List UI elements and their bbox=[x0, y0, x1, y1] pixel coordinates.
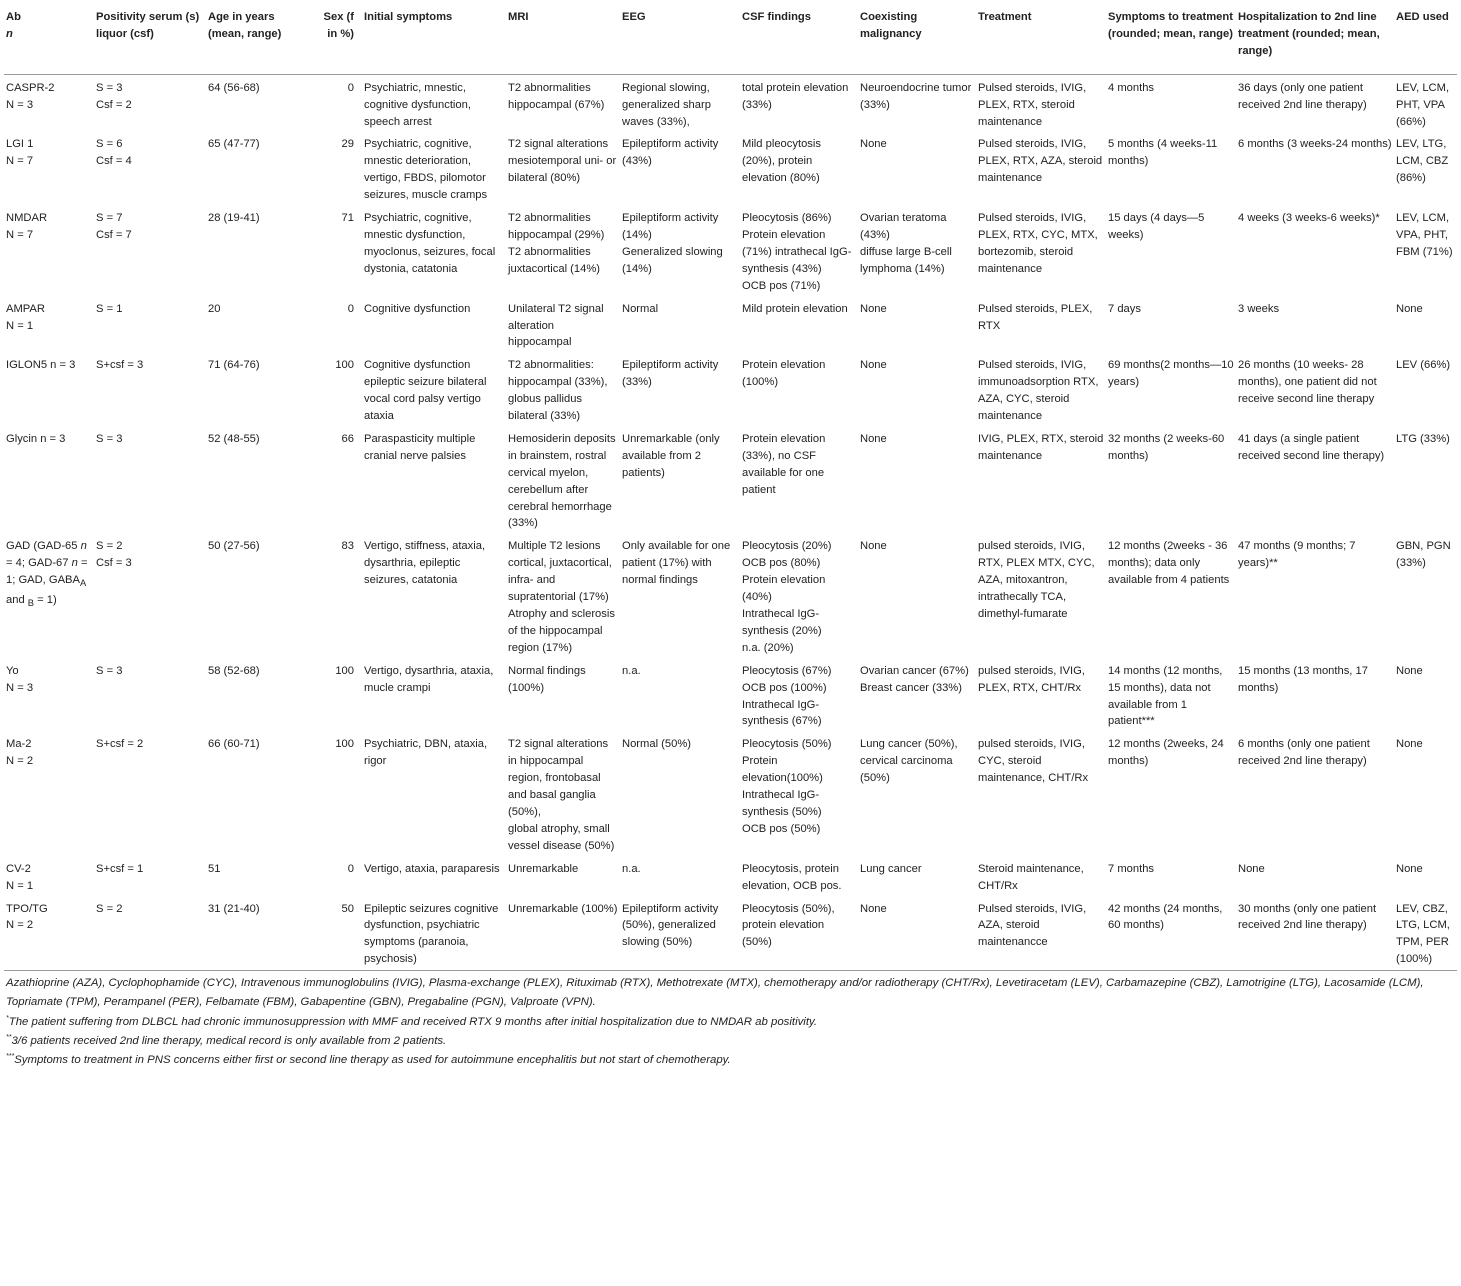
cell-aed: GBN, PGN (33%) bbox=[1396, 540, 1451, 570]
cell-eeg: Normal bbox=[622, 302, 659, 315]
cell-mri: Unilateral T2 signal alteration hippocampal bbox=[508, 302, 604, 349]
cell-positivity: S = 7 Csf = 7 bbox=[96, 212, 132, 241]
cell-age: 64 (56-68) bbox=[208, 81, 260, 94]
cell-treatment: pulsed steroids, IVIG, RTX, PLEX MTX, CYC, AZA, mitoxantron, intrathecally TCA, dimethyl-fumarate bbox=[978, 540, 1095, 620]
cell-malignancy: Neuroendocrine tumor (33%) bbox=[860, 81, 972, 111]
cell-sex: 66 bbox=[341, 432, 354, 445]
cell-ab: LGI 1 N = 7 bbox=[6, 138, 34, 168]
cell-age: 50 (27-56) bbox=[208, 540, 260, 553]
table-row bbox=[4, 205, 1457, 296]
cell-csf: Pleocytosis (67%) OCB pos (100%) Intrathecal IgG-synthesis (67%) bbox=[742, 664, 832, 728]
cell-hosp-to-2nd: 6 months (only one patient received 2nd line therapy) bbox=[1238, 738, 1370, 768]
cell-csf: Pleocytosis (50%), protein elevation (50%) bbox=[740, 896, 858, 971]
header-mri: MRI bbox=[506, 6, 620, 74]
cell-sym-to-tx: 15 days (4 days—5 weeks) bbox=[1108, 212, 1205, 241]
cell-malignancy: Lung cancer (50%), cervical carcinoma (50%) bbox=[860, 738, 958, 785]
data-table bbox=[4, 6, 1457, 971]
header-hosp-to-2nd: Hospitalization to 2nd line treatment (rounded; mean, range) bbox=[1236, 6, 1394, 74]
cell-positivity: S = 3 Csf = 2 bbox=[96, 81, 132, 111]
footnote-2-text: 3/6 patients received 2nd line therapy, medical record is only available from 2 patients. bbox=[11, 1035, 447, 1048]
cell-mri: Unremarkable bbox=[508, 862, 579, 875]
cell-hosp-to-2nd: 41 days (a single patient received second line therapy) bbox=[1238, 432, 1385, 462]
header-ab bbox=[4, 6, 94, 74]
cell-symptoms: Cognitive dysfunction bbox=[364, 302, 471, 315]
cell-csf: Pleocytosis (20%) OCB pos (80%) Protein elevation (40%) Intrathecal IgG-synthesis (20%) n.a. (20%) bbox=[742, 540, 832, 654]
cell-hosp-to-2nd: 36 days (only one patient received 2nd line therapy) bbox=[1238, 81, 1367, 111]
table-body bbox=[4, 74, 1457, 970]
cell-aed: LTG (33%) bbox=[1396, 432, 1450, 445]
cell-treatment: pulsed steroids, IVIG, PLEX, RTX, CHT/Rx bbox=[978, 664, 1085, 694]
cell-sym-to-tx: 12 months (2weeks - 36 months); data only available from 4 patients bbox=[1108, 540, 1230, 587]
cell-positivity: S = 2 bbox=[94, 896, 206, 971]
cell-sym-to-tx: 32 months (2 weeks-60 months) bbox=[1108, 432, 1225, 462]
header-csf: CSF findings bbox=[740, 6, 858, 74]
cell-sym-to-tx: 69 months(2 months—10 years) bbox=[1108, 359, 1234, 389]
cell-eeg: n.a. bbox=[622, 862, 641, 875]
cell-positivity: S+csf = 1 bbox=[96, 862, 144, 875]
footnote-3-text: Symptoms to treatment in PNS concerns either first or second line therapy as used for autoimmune encephalitis but not start of chemotherapy. bbox=[14, 1054, 731, 1067]
footnote-2 bbox=[6, 1032, 1456, 1051]
cell-symptoms: Vertigo, stiffness, ataxia, dysarthria, epileptic seizures, catatonia bbox=[364, 540, 486, 587]
cell-eeg: Epileptiform activity (33%) bbox=[622, 359, 719, 389]
cell-ab: Glycin n = 3 bbox=[6, 432, 66, 445]
cell-aed: None bbox=[1396, 664, 1423, 677]
cell-treatment: Pulsed steroids, IVIG, PLEX, RTX, AZA, steroid maintenance bbox=[978, 138, 1103, 185]
cell-hosp-to-2nd: None bbox=[1238, 862, 1265, 875]
cell-sex: 100 bbox=[335, 738, 354, 751]
header-positivity: Positivity serum (s) liquor (csf) bbox=[94, 6, 206, 74]
cell-positivity: S = 1 bbox=[96, 302, 123, 315]
cell-ab: Yo N = 3 bbox=[6, 664, 34, 694]
header-age: Age in years (mean, range) bbox=[206, 6, 310, 74]
cell-ab: GAD (GAD-65 n = 4; GAD-67 n = 1; GAD, $GABA_A$ and $_B$ = 1) bbox=[6, 540, 88, 609]
cell-treatment: Pulsed steroids, PLEX, RTX bbox=[978, 302, 1093, 332]
cell-eeg: Epileptiform activity (50%), generalized slowing (50%) bbox=[620, 896, 740, 971]
cell-mri: T2 abnormalities hippocampal (67%) bbox=[508, 81, 605, 111]
cell-aed: None bbox=[1396, 302, 1423, 315]
cell-symptoms: Psychiatric, DBN, ataxia, rigor bbox=[364, 738, 488, 768]
header-ab-n: n bbox=[6, 27, 13, 40]
cell-eeg: Epileptiform activity (14%) Generalized slowing (14%) bbox=[622, 212, 723, 275]
table-row bbox=[4, 896, 1457, 971]
cell-aed: LEV, LTG, LCM, CBZ (86%) bbox=[1396, 138, 1449, 185]
cell-sex: 29 bbox=[341, 138, 354, 151]
cell-age: 65 (47-77) bbox=[208, 138, 260, 151]
cell-treatment: Pulsed steroids, IVIG, immunoadsorption RTX, AZA, CYC, steroid maintenance bbox=[978, 359, 1099, 423]
cell-age: 66 (60-71) bbox=[208, 738, 260, 751]
cell-csf: Pleocytosis, protein elevation, OCB pos. bbox=[742, 862, 842, 892]
cell-sym-to-tx: 5 months (4 weeks-11 months) bbox=[1108, 138, 1218, 168]
cell-treatment: pulsed steroids, IVIG, CYC, steroid maintenance, CHT/Rx bbox=[978, 738, 1089, 785]
cell-aed: None bbox=[1396, 862, 1423, 875]
cell-aed: LEV (66%) bbox=[1396, 359, 1451, 372]
cell-hosp-to-2nd: 4 weeks (3 weeks-6 weeks)* bbox=[1238, 212, 1380, 225]
cell-mri: Unremarkable (100%) bbox=[506, 896, 620, 971]
cell-treatment: Pulsed steroids, IVIG, PLEX, RTX, CYC, MTX, bortezomib, steroid maintenance bbox=[978, 212, 1098, 275]
header-sym-to-tx: Symptoms to treatment (rounded; mean, range) bbox=[1106, 6, 1236, 74]
footnote-abbreviations: Azathioprine (AZA), Cyclophophamide (CYC), Intravenous immunoglobulins (IVIG), Plasma-exchange (PLEX), Rituximab (RTX), Methotrexate (MTX), chemotherapy and/or radiotherapy (CHT/Rx), Levetiracetam (LEV), Carbamazepine (CBZ), Lamotrigine (LTG), Lacosamide (LCM), Topriamate (TPM), Perampanel (PER), Felbamate (FBM), Gabapentine (GBN), Pregabaline (PGN), Valproate (VPN). bbox=[6, 977, 1424, 1009]
cell-symptoms: Psychiatric, cognitive, mnestic deterioration, vertigo, FBDS, pilomotor seizures, muscle cramps bbox=[364, 138, 488, 202]
cell-ab: CV-2 N = 1 bbox=[6, 862, 34, 892]
cell-positivity: S = 3 bbox=[96, 664, 123, 677]
footnote-2-mark: ** bbox=[6, 1034, 12, 1042]
cell-sym-to-tx: 42 months (24 months, 60 months) bbox=[1106, 896, 1236, 971]
cell-symptoms: Psychiatric, mnestic, cognitive dysfunction, speech arrest bbox=[364, 81, 471, 128]
cell-sex: 100 bbox=[335, 359, 354, 372]
cell-hosp-to-2nd: 30 months (only one patient received 2nd line therapy) bbox=[1236, 896, 1394, 971]
cell-ab: AMPAR N = 1 bbox=[6, 302, 45, 332]
cell-symptoms: Paraspasticity multiple cranial nerve palsies bbox=[364, 432, 476, 462]
cell-malignancy: Ovarian cancer (67%) Breast cancer (33%) bbox=[860, 664, 969, 694]
cell-malignancy: Lung cancer bbox=[860, 862, 922, 875]
cell-csf: Mild protein elevation bbox=[742, 302, 848, 315]
cell-eeg: n.a. bbox=[622, 664, 641, 677]
cell-symptoms: Epileptic seizures cognitive dysfunction, psychiatric symptoms (paranoia, psychosis) bbox=[362, 896, 506, 971]
table-row bbox=[4, 658, 1457, 732]
cell-sex: 0 bbox=[347, 81, 354, 94]
table-row bbox=[4, 131, 1457, 205]
cell-csf: Pleocytosis (86%) Protein elevation (71%) intrathecal IgG-synthesis (43%) OCB pos (71%) bbox=[742, 212, 852, 292]
cell-symptoms: Cognitive dysfunction epileptic seizure bilateral vocal cord palsy vertigo ataxia bbox=[364, 359, 487, 423]
header-symptoms: Initial symptoms bbox=[362, 6, 506, 74]
cell-sex: 71 bbox=[341, 212, 354, 225]
cell-age: 58 (52-68) bbox=[208, 664, 260, 677]
table-row bbox=[4, 74, 1457, 131]
cell-ab: Ma-2 N = 2 bbox=[6, 738, 34, 768]
cell-hosp-to-2nd: 26 months (10 weeks- 28 months), one patient did not receive second line therapy bbox=[1238, 359, 1377, 406]
cell-age: 71 (64-76) bbox=[208, 359, 260, 372]
cell-aed: LEV, CBZ, LTG, LCM, TPM, PER (100%) bbox=[1394, 896, 1457, 971]
cell-csf: Protein elevation (100%) bbox=[742, 359, 826, 389]
footnote-3-mark: *** bbox=[6, 1053, 15, 1061]
cell-eeg: Unremarkable (only available from 2 patients) bbox=[622, 432, 720, 479]
cell-mri: T2 abnormalities hippocampal (29%) T2 abnormalities juxtacortical (14%) bbox=[508, 212, 605, 275]
cell-eeg: Epileptiform activity (43%) bbox=[622, 138, 719, 168]
cell-sex: 0 bbox=[347, 862, 354, 875]
cell-positivity: S+csf = 2 bbox=[96, 738, 144, 751]
cell-mri: T2 signal alterations mesiotemporal uni- or bilateral (80%) bbox=[508, 138, 617, 185]
cell-ab: CASPR-2 N = 3 bbox=[6, 81, 55, 111]
table-row bbox=[4, 426, 1457, 533]
table-row bbox=[4, 352, 1457, 426]
cell-malignancy: None bbox=[860, 540, 887, 553]
header-ab-label: Ab bbox=[6, 11, 21, 23]
cell-malignancy: Ovarian teratoma (43%) diffuse large B-cell lymphoma (14%) bbox=[860, 212, 952, 275]
cell-aed: LEV, LCM, VPA, PHT, FBM (71%) bbox=[1396, 212, 1453, 258]
cell-eeg: Normal (50%) bbox=[622, 738, 692, 751]
cell-ab: IGLON5 n = 3 bbox=[6, 359, 76, 372]
header-sex: Sex (f in %) bbox=[310, 6, 362, 74]
cell-treatment: Steroid maintenance, CHT/Rx bbox=[978, 862, 1084, 892]
cell-positivity: S = 2 Csf = 3 bbox=[96, 540, 132, 570]
cell-symptoms: Vertigo, dysarthria, ataxia, mucle crampi bbox=[364, 664, 494, 694]
cell-csf: Protein elevation (33%), no CSF available for one patient bbox=[742, 432, 826, 496]
cell-aed: LEV, LCM, PHT, VPA (66%) bbox=[1396, 81, 1450, 128]
cell-mri: Normal findings (100%) bbox=[508, 664, 586, 694]
header-malignancy: Coexisting malignancy bbox=[858, 6, 976, 74]
cell-csf: total protein elevation (33%) bbox=[742, 81, 849, 111]
footnote-1-text: The patient suffering from DLBCL had chronic immunosuppression with MMF and received RTX 9 months after initial hospitalization due to NMDAR ab positivity. bbox=[8, 1015, 818, 1028]
cell-positivity: S = 6 Csf = 4 bbox=[96, 138, 132, 168]
cell-hosp-to-2nd: 15 months (13 months, 17 months) bbox=[1238, 664, 1368, 694]
cell-age: 28 (19-41) bbox=[208, 212, 260, 225]
cell-malignancy: None bbox=[860, 138, 887, 151]
cell-hosp-to-2nd: 6 months (3 weeks-24 months) bbox=[1238, 138, 1392, 151]
table-row bbox=[4, 856, 1457, 896]
cell-symptoms: Vertigo, ataxia, paraparesis bbox=[364, 862, 500, 875]
cell-sex: 0 bbox=[347, 302, 354, 315]
table-footnotes bbox=[4, 971, 1458, 1070]
cell-sym-to-tx: 12 months (2weeks, 24 months) bbox=[1108, 738, 1224, 768]
cell-age: 20 bbox=[208, 302, 221, 315]
cell-malignancy: None bbox=[858, 896, 976, 971]
cell-symptoms: Psychiatric, cognitive, mnestic dysfunction, myoclonus, seizures, focal dystonia, catatonia bbox=[364, 212, 496, 275]
cell-sym-to-tx: 7 days bbox=[1108, 302, 1141, 315]
cell-malignancy: None bbox=[860, 432, 887, 445]
cell-mri: Hemosiderin deposits in brainstem, rostral cervical myelon, cerebellum after cerebral hemorrhage (33%) bbox=[508, 432, 616, 530]
cell-treatment: IVIG, PLEX, RTX, steroid maintenance bbox=[978, 432, 1104, 462]
cell-eeg: Only available for one patient (17%) with normal findings bbox=[622, 540, 731, 587]
header-eeg: EEG bbox=[620, 6, 740, 74]
cell-sex: 100 bbox=[335, 664, 354, 677]
table-header-row bbox=[4, 6, 1457, 74]
table-row bbox=[4, 731, 1457, 855]
cell-mri: Multiple T2 lesions cortical, juxtacortical, infra- and supratentorial (17%) Atrophy and sclerosis of the hippocampal region (17%) bbox=[508, 540, 615, 654]
cell-sym-to-tx: 14 months (12 months, 15 months), data not available from 1 patient*** bbox=[1108, 664, 1223, 728]
cell-sex: 83 bbox=[341, 540, 354, 553]
cell-malignancy: None bbox=[860, 359, 887, 372]
cell-mri: T2 signal alterations in hippocampal region, frontobasal and basal ganglia (50%), global atrophy, small vessel disease (50%) bbox=[508, 738, 615, 852]
table-row bbox=[4, 533, 1457, 657]
cell-aed: None bbox=[1396, 738, 1423, 751]
cell-csf: Pleocytosis (50%) Protein elevation(100%) Intrathecal IgG-synthesis (50%) OCB pos (50%) bbox=[742, 738, 832, 835]
cell-malignancy: None bbox=[860, 302, 887, 315]
footnote-3 bbox=[6, 1051, 1456, 1070]
cell-age: 52 (48-55) bbox=[208, 432, 260, 445]
cell-treatment: Pulsed steroids, IVIG, PLEX, RTX, steroid maintenance bbox=[978, 81, 1087, 128]
cell-mri: T2 abnormalities: hippocampal (33%), globus pallidus bilateral (33%) bbox=[508, 359, 608, 423]
cell-age: 51 bbox=[208, 862, 221, 875]
cell-hosp-to-2nd: 3 weeks bbox=[1238, 302, 1280, 315]
footnote-1 bbox=[6, 1013, 1456, 1032]
cell-ab: NMDAR N = 7 bbox=[6, 212, 48, 241]
cell-positivity: S = 3 bbox=[96, 432, 123, 445]
cell-sym-to-tx: 4 months bbox=[1108, 81, 1155, 94]
header-aed: AED used bbox=[1394, 6, 1457, 74]
cell-sex: 50 bbox=[310, 896, 362, 971]
cell-eeg: Regional slowing, generalized sharp waves (33%), bbox=[622, 81, 711, 128]
cell-hosp-to-2nd: 47 months (9 months; 7 years)** bbox=[1238, 540, 1356, 570]
header-treatment: Treatment bbox=[976, 6, 1106, 74]
cell-sym-to-tx: 7 months bbox=[1108, 862, 1155, 875]
table-row bbox=[4, 296, 1457, 353]
cell-treatment: Pulsed steroids, IVIG, AZA, steroid maintenancce bbox=[976, 896, 1106, 971]
cell-ab: TPO/TG N = 2 bbox=[4, 896, 94, 971]
cell-positivity: S+csf = 3 bbox=[96, 359, 144, 372]
cell-csf: Mild pleocytosis (20%), protein elevation (80%) bbox=[742, 138, 821, 185]
footnote-1-mark: * bbox=[6, 1014, 9, 1022]
cell-age: 31 (21-40) bbox=[206, 896, 310, 971]
